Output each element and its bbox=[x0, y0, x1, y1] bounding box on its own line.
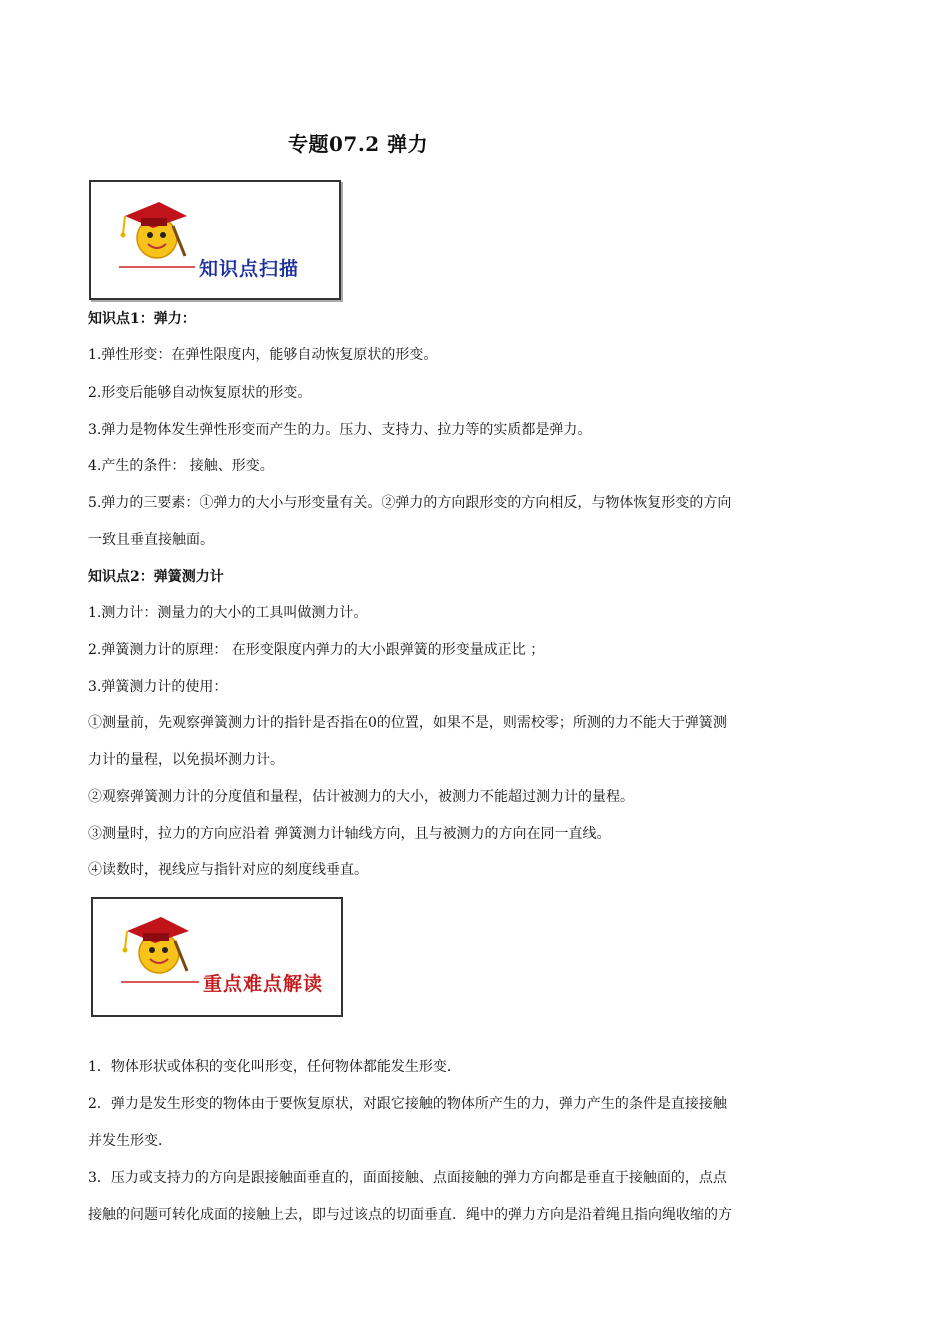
list-item: 3．压力或支持力的方向是跟接触面垂直的，面面接触、点面接触的弹力方向都是垂直于接触面的，点点 bbox=[88, 1170, 727, 1186]
list-item: 1．物体形状或体积的变化叫形变，任何物体都能发生形变． bbox=[88, 1059, 461, 1075]
list-item: 一致且垂直接触面。 bbox=[88, 532, 214, 548]
page-title: 专题07.2 弹力 bbox=[288, 132, 429, 156]
list-item: 接触的问题可转化成面的接触上去，即与过该点的切面垂直．绳中的弹力方向是沿着绳且指向绳收缩的方 bbox=[88, 1207, 732, 1223]
banner-knowledge-scan bbox=[89, 180, 341, 300]
list-item: 5.弹力的三要素：①弹力的大小与形变量有关。②弹力的方向跟形变的方向相反，与物体恢复形变的方向 bbox=[88, 495, 732, 511]
list-item: 2.形变后能够自动恢复原状的形变。 bbox=[88, 385, 312, 401]
list-item: 2．弹力是发生形变的物体由于要恢复原状，对跟它接触的物体所产生的力，弹力产生的条件是直接接触 bbox=[88, 1096, 727, 1112]
list-item: 3.弹力是物体发生弹性形变而产生的力。压力、支持力、拉力等的实质都是弹力。 bbox=[88, 422, 592, 438]
list-item: 1.弹性形变：在弹性限度内，能够自动恢复原状的形变。 bbox=[88, 347, 438, 363]
list-item: ②观察弹簧测力计的分度值和量程，估计被测力的大小，被测力不能超过测力计的量程。 bbox=[88, 789, 634, 805]
banner-label: 重点难点解读 bbox=[203, 973, 324, 995]
list-item: 2.弹簧测力计的原理： 在形变限度内弹力的大小跟弹簧的形变量成正比 ； bbox=[88, 642, 545, 658]
list-item: 1.测力计：测量力的大小的工具叫做测力计。 bbox=[88, 605, 368, 621]
list-item: ③测量时，拉力的方向应沿着 弹簧测力计轴线方向，且与被测力的方向在同一直线。 bbox=[88, 826, 611, 842]
banner-key-points bbox=[91, 897, 343, 1017]
list-item: 力计的量程，以免损坏测力计。 bbox=[88, 752, 284, 768]
section-heading: 知识点2：弹簧测力计 bbox=[88, 569, 224, 585]
section-heading: 知识点1：弹力： bbox=[88, 311, 196, 327]
list-item: ④读数时，视线应与指针对应的刻度线垂直。 bbox=[88, 862, 368, 878]
list-item: 并发生形变． bbox=[88, 1133, 172, 1149]
list-item: 3.弹簧测力计的使用： bbox=[88, 679, 228, 695]
smiley-graduate-icon bbox=[93, 899, 341, 1015]
banner-label: 知识点扫描 bbox=[199, 258, 300, 280]
list-item: 4.产生的条件： 接触、形变。 bbox=[88, 458, 274, 474]
list-item: ①测量前，先观察弹簧测力计的指针是否指在0的位置，如果不是，则需校零；所测的力不能大于弹簧测 bbox=[88, 715, 727, 731]
